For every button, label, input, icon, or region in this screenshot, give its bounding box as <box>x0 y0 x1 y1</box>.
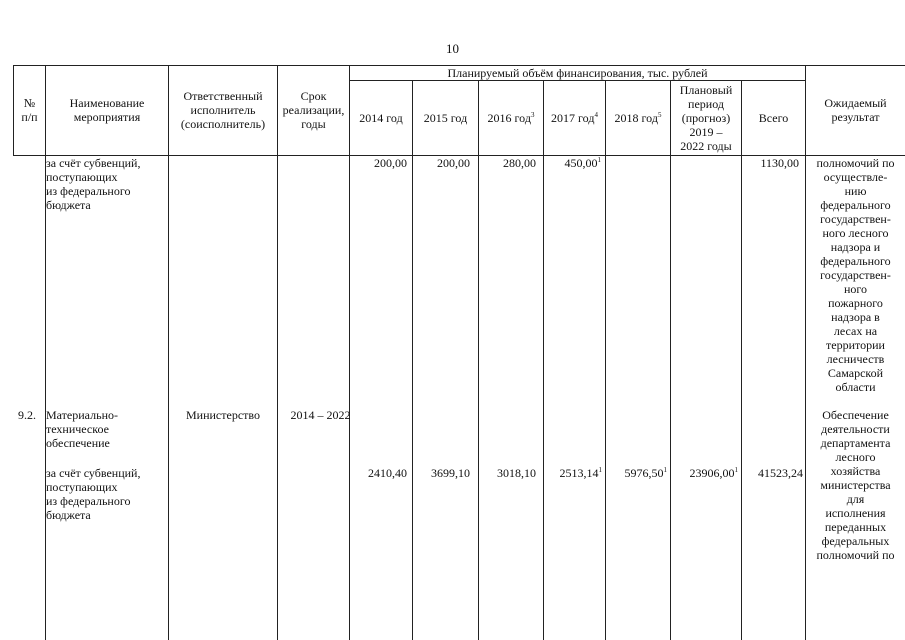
row3-plan: 23906,00$^1$ <box>689 466 738 480</box>
header-result: Ожидаемый результат <box>824 96 887 124</box>
row2-name: Материально- техническое обеспечение <box>46 408 118 450</box>
row1-2014: 200,00 <box>374 156 407 170</box>
header-executor: Ответственный исполнитель (соисполнитель) <box>180 89 266 131</box>
row1-2015: 200,00 <box>437 156 470 170</box>
col-divider <box>670 80 671 640</box>
row1-total: 1130,00 <box>760 156 799 170</box>
header-year-2016: 2016 год$^3$ <box>487 110 535 125</box>
header-plan-period: Плановый период (прогноз) 2019 – 2022 годы <box>679 82 733 153</box>
header-total: Всего <box>758 110 789 125</box>
col-divider <box>605 80 606 640</box>
row3-2018: 5976,50$^1$ <box>624 466 667 480</box>
header-year-2014: 2014 год <box>359 110 403 125</box>
row2-num: 9.2. <box>18 408 36 422</box>
header-num: № п/п <box>21 96 38 124</box>
row1-result: полномочий по осуществле- нию федерального государствен- ного лесного надзора и федерального государствен- ного пожарного надзора в лесах на территории лесничеств Самарской области <box>816 156 895 394</box>
row1-2017: 450,00$^1$ <box>564 156 601 170</box>
header-year-2017: 2017 год$^4$ <box>551 110 598 125</box>
header-year-2018: 2018 год$^5$ <box>614 110 662 125</box>
row1-2016: 280,00 <box>503 156 536 170</box>
header-term: Срок реализации, годы <box>282 89 345 131</box>
row2-result: Обеспечение деятельности департамента лесного хозяйства министерства для исполнения переданных федеральных полномочий по <box>816 408 895 562</box>
row3-name: за счёт субвенций, поступающих из федерального бюджета <box>46 466 141 522</box>
row3-2015: 3699,10 <box>431 466 470 480</box>
row3-total: 41523,24 <box>758 466 803 480</box>
row1-name: за счёт субвенций, поступающих из федерального бюджета <box>46 156 141 212</box>
header-funding-group: Планируемый объём финансирования, тыс. рублей <box>447 66 708 80</box>
header-name: Наименование мероприятия <box>69 96 145 124</box>
row2-executor: Министерство <box>186 408 260 422</box>
header-year-2015: 2015 год <box>423 110 468 125</box>
row3-2016: 3018,10 <box>497 466 536 480</box>
row2-term: 2014 – 2022 <box>290 408 351 422</box>
page-number: 10 <box>446 41 459 56</box>
row3-2014: 2410,40 <box>368 466 407 480</box>
row3-2017: 2513,14$^1$ <box>559 466 602 480</box>
